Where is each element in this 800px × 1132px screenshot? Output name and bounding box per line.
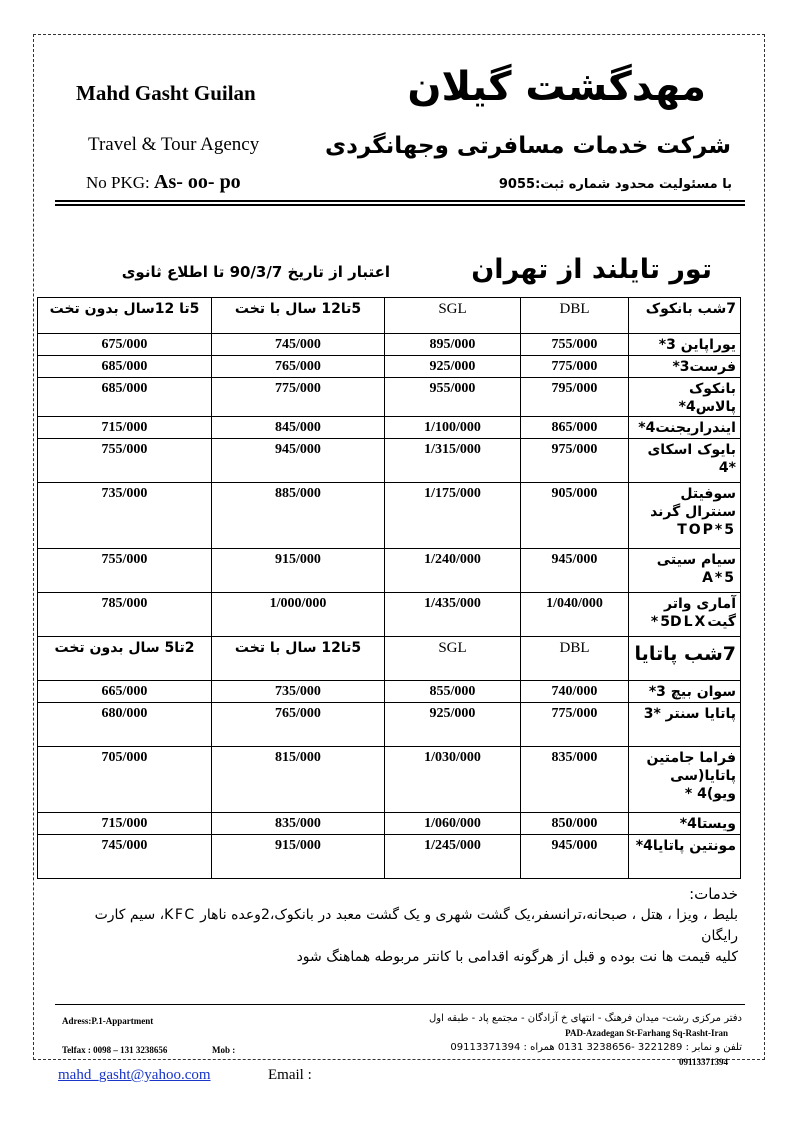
price-cell: 675/000 [38,334,212,356]
price-cell: 685/000 [38,356,212,378]
hotel-name-cell: بانکوک پالاس4* [629,378,741,417]
table-row [38,813,741,835]
price-cell: 1/030/000 [385,747,521,813]
price-cell: 915/000 [212,835,385,879]
table-row [38,334,741,356]
price-cell: 755/000 [38,549,212,593]
price-cell: 855/000 [385,681,521,703]
price-note: کلیه قیمت ها نت بوده و قبل از هرگونه اقدامی با کانتر مربوطه هماهنگ شود [296,949,738,965]
hotel-name-cell: سیام سیتی A*5 [629,549,741,593]
price-cell: 815/000 [212,747,385,813]
price-cell: 885/000 [212,483,385,549]
price-cell: 1/435/000 [385,593,521,637]
footer-divider [55,1004,745,1005]
hotel-name-cell: ویستا4* [629,813,741,835]
price-cell: 715/000 [38,417,212,439]
footer-phone-fa: تلفن و نمابر : 3221289 -3238656 0131 همراه : 09113371394 [450,1042,742,1053]
package-number [86,171,241,194]
price-cell: 945/000 [521,835,629,879]
price-table-body [38,298,741,879]
tour-title: تور تایلند از تهران [471,254,712,285]
hotel-name-cell: پاتایا سنتر *3 [629,703,741,747]
price-cell: 865/000 [521,417,629,439]
hotel-name-cell: سوفیتل سنترال گرند TOP*5 [629,483,741,549]
header-divider [55,200,745,202]
footer-address-fa: دفتر مرکزی رشت- میدان فرهنگ - انتهای خ آزادگان - مجتمع پاد - طبقه اول [429,1013,742,1024]
price-cell: 1/245/000 [385,835,521,879]
hotel-name-cell: یوراپاین 3* [629,334,741,356]
package-label: No PKG: [86,173,150,192]
price-cell: 1/315/000 [385,439,521,483]
footer-mobile: 09113371394 [678,1057,728,1067]
price-cell: 785/000 [38,593,212,637]
brand-name-fa: مهدگشت گیلان [407,64,706,110]
agency-subtitle-fa: شرکت خدمات مسافرتی وجهانگردی [325,133,731,159]
email-label: Email : [268,1067,312,1083]
price-cell: 845/000 [212,417,385,439]
header-divider-2 [55,204,745,206]
price-cell: 835/000 [212,813,385,835]
price-cell: 735/000 [38,483,212,549]
pattaya-section-title: 7شب پاتایا [629,637,741,681]
hotel-name-cell: فراما جامتین پاتایا(سی ویو)4 * [629,747,741,813]
price-cell: 745/000 [212,334,385,356]
table-row [38,356,741,378]
table-row [38,439,741,483]
price-cell: 955/000 [385,378,521,417]
table-row [38,681,741,703]
validity-note: اعتبار از تاریخ 90/3/7 تا اطلاع ثانوی [121,263,390,281]
column-header: 2تا5 سال بدون تخت [38,637,212,681]
package-code: As- oo- po [154,171,241,193]
price-cell: 745/000 [38,835,212,879]
price-cell: 945/000 [521,549,629,593]
column-header: 5تا 12سال بدون تخت [38,298,212,334]
footer-telfax: Telfax : 0098 – 131 3238656 [62,1045,168,1055]
column-header: SGL [385,637,521,681]
agency-subtitle-en: Travel & Tour Agency [88,134,260,155]
price-cell: 755/000 [38,439,212,483]
bangkok-section-title: 7شب بانکوک [629,298,741,334]
price-cell: 1/000/000 [212,593,385,637]
table-row [38,593,741,637]
table-row [38,417,741,439]
price-cell: 945/000 [212,439,385,483]
services-block [58,884,738,968]
price-cell: 1/060/000 [385,813,521,835]
price-cell: 1/100/000 [385,417,521,439]
price-cell: 705/000 [38,747,212,813]
table-row [38,703,741,747]
table-row [38,549,741,593]
price-cell: 905/000 [521,483,629,549]
services-list: بلیط ، ویزا ، هتل ، صبحانه،ترانسفر،یک گشت شهری و یک گشت معبد در بانکوک،2وعده ناهار KFC، سیم کارت رایگان [94,907,738,944]
hotel-name-cell: فرست3* [629,356,741,378]
bangkok-header-row [38,298,741,334]
price-table [37,297,741,879]
price-cell: 895/000 [385,334,521,356]
price-cell: 715/000 [38,813,212,835]
price-cell: 665/000 [38,681,212,703]
table-row [38,747,741,813]
footer-address-en: PAD-Azadegan St-Farhang Sq-Rasht-Iran [565,1028,728,1038]
price-cell: 925/000 [385,356,521,378]
hotel-name-cell: آماری واتر گیت5DLX* [629,593,741,637]
hotel-name-cell: مونتین پاتایا4* [629,835,741,879]
price-cell: 1/240/000 [385,549,521,593]
price-cell: 795/000 [521,378,629,417]
table-row [38,835,741,879]
column-header: DBL [521,637,629,681]
price-cell: 775/000 [521,703,629,747]
price-cell: 735/000 [212,681,385,703]
table-row [38,378,741,417]
column-header: 5تا12 سال با تخت [212,637,385,681]
price-cell: 850/000 [521,813,629,835]
column-header: DBL [521,298,629,334]
price-cell: 925/000 [385,703,521,747]
price-cell: 680/000 [38,703,212,747]
services-title: خدمات: [689,885,738,903]
footer-mob-label: Mob : [212,1045,236,1055]
table-row [38,483,741,549]
column-header: 5تا12 سال با تخت [212,298,385,334]
price-cell: 740/000 [521,681,629,703]
registration-info: با مسئولیت محدود شماره ثبت:9055 [498,177,732,192]
price-cell: 765/000 [212,703,385,747]
brand-name-en: Mahd Gasht Guilan [76,81,256,105]
price-cell: 975/000 [521,439,629,483]
column-header: SGL [385,298,521,334]
hotel-name-cell: سوان بیچ 3* [629,681,741,703]
email-link[interactable]: mahd_gasht@yahoo.com [58,1067,211,1083]
price-cell: 775/000 [212,378,385,417]
footer-address-label: Adress:P.1-Appartment [62,1016,154,1026]
hotel-name-cell: ایندراریجنت4* [629,417,741,439]
price-cell: 685/000 [38,378,212,417]
hotel-name-cell: بایوک اسکای *4 [629,439,741,483]
pattaya-header-row [38,637,741,681]
price-cell: 1/040/000 [521,593,629,637]
price-cell: 915/000 [212,549,385,593]
price-cell: 835/000 [521,747,629,813]
price-cell: 1/175/000 [385,483,521,549]
price-cell: 775/000 [521,356,629,378]
price-cell: 755/000 [521,334,629,356]
price-cell: 765/000 [212,356,385,378]
